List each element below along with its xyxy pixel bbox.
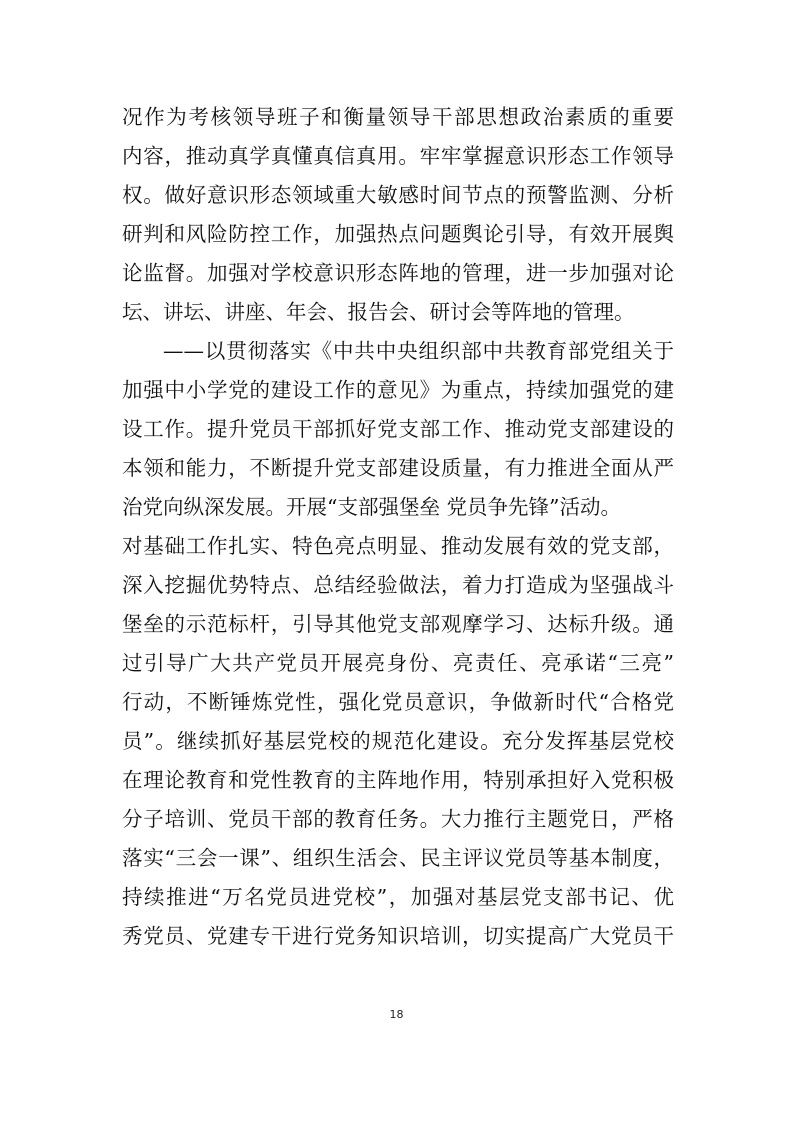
text-line: 况作为考核领导班子和衡量领导干部思想政治素质的重要 [122,105,674,129]
text-line: 研判和风险防控工作，加强热点问题舆论引导，有效开展舆 [122,222,674,246]
text-line: 加强中小学党的建设工作的意见》为重点，持续加强党的建 [122,378,674,402]
text-line: 行动，不断锤炼党性，强化党员意识，争做新时代“合格党 [122,690,674,714]
text-line: 深入挖掘优势特点、总结经验做法，着力打造成为坚强战斗 [122,573,674,597]
text-line: 坛、讲坛、讲座、年会、报告会、研讨会等阵地的管理。 [122,300,635,324]
text-line: 堡垒的示范标杆，引导其他党支部观摩学习、达标升级。通 [122,612,674,636]
body-text [122,98,674,956]
text-line: 权。做好意识形态领域重大敏感时间节点的预警监测、分析 [122,183,674,207]
text-line: 内容，推动真学真懂真信真用。牢牢掌握意识形态工作领导 [122,144,674,168]
text-line: 分子培训、党员干部的教育任务。大力推行主题党日，严格 [122,807,674,831]
text-line: 员”。继续抓好基层党校的规范化建设。充分发挥基层党校 [122,729,674,753]
text-line: 秀党员、党建专干进行党务知识培训，切实提高广大党员干 [122,924,674,948]
text-line: 落实“三会一课”、组织生活会、民主评议党员等基本制度， [122,846,674,870]
text-line: 设工作。提升党员干部抓好党支部工作、推动党支部建设的 [122,417,674,441]
text-line: 在理论教育和党性教育的主阵地作用，特别承担好入党积极 [122,768,674,792]
text-line: 论监督。加强对学校意识形态阵地的管理，进一步加强对论 [122,261,674,285]
text-line: 治党向纵深发展。开展“支部强堡垒 党员争先锋”活动。 [122,495,621,519]
page-number: 18 [389,1008,404,1021]
text-line: 本领和能力，不断提升党支部建设质量，有力推进全面从严 [122,456,674,480]
text-line: ——以贯彻落实《中共中央组织部中共教育部党组关于 [163,339,674,363]
text-line: 对基础工作扎实、特色亮点明显、推动发展有效的党支部， [122,534,674,558]
text-line: 持续推进“万名党员进党校”，加强对基层党支部书记、优 [122,885,674,909]
text-line: 过引导广大共产党员开展亮身份、亮责任、亮承诺“三亮” [122,651,674,675]
